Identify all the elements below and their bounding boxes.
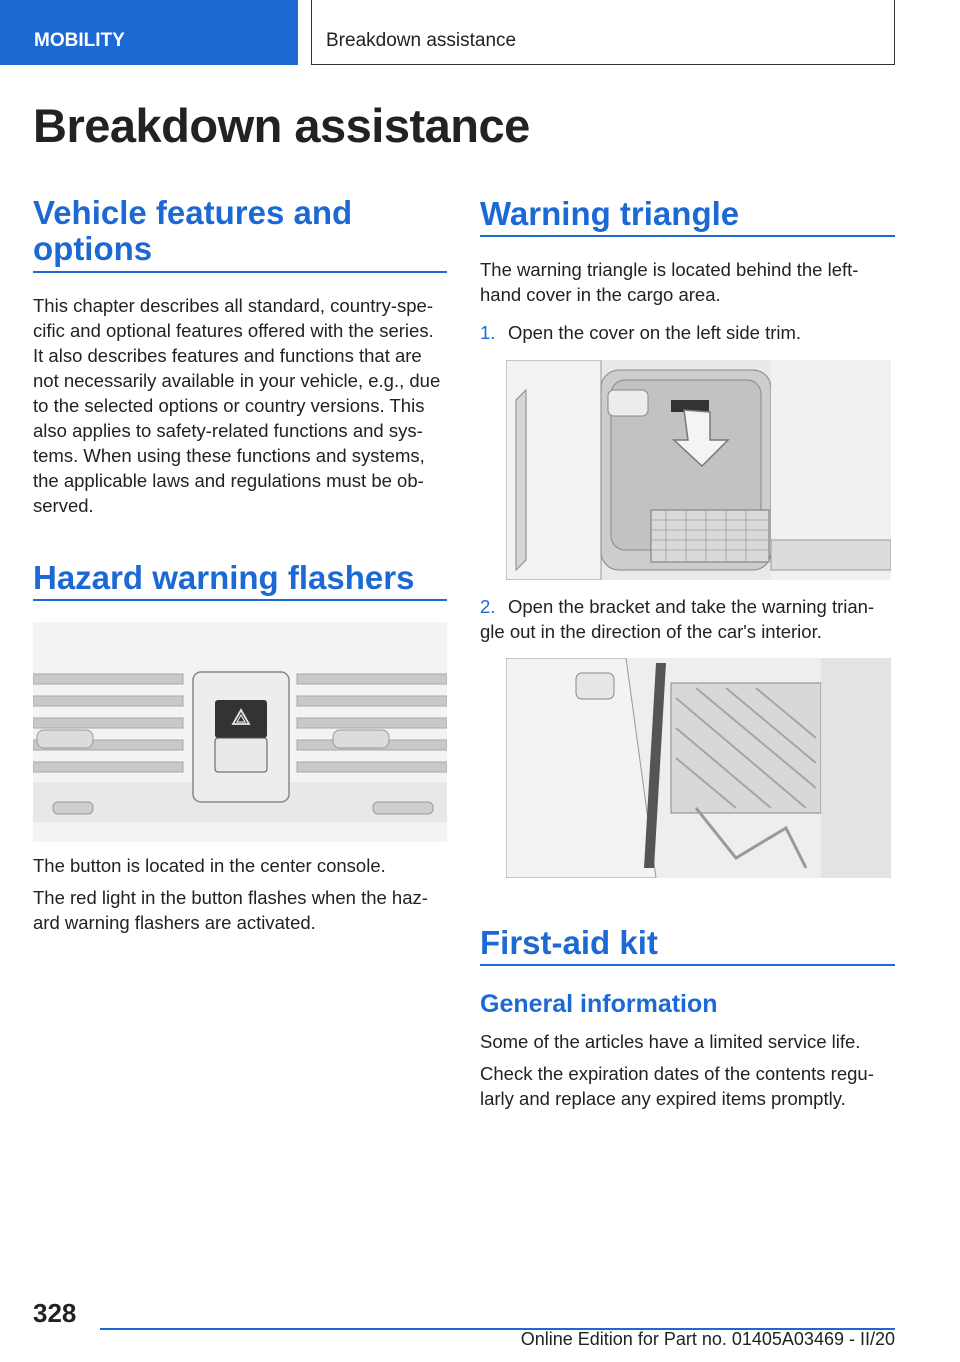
first-aid-p2: Check the expiration dates of the contents regu-larly and replace any expired items promptly. [480, 1063, 874, 1109]
first-aid-heading: First-aid kit [480, 924, 658, 961]
vehicle-features-heading-line1: Vehicle features and [33, 194, 353, 231]
heading-rule [480, 235, 895, 237]
vehicle-features-heading-line2: options [33, 230, 153, 267]
page-number: 328 [33, 1298, 77, 1328]
heading-rule [33, 599, 447, 601]
heading-rule [480, 964, 895, 966]
section-tab: MOBILITY [0, 0, 298, 65]
triangle-bracket-illustration [506, 658, 891, 878]
vehicle-features-body: This chapter describes all standard, country-spe-cific and optional features offered with the series. It also describes features and functions that are not necessarily available in your vehicle, e.g., due to the selected options or country versions. This also applies to safety-related functions and sys-tems. When using these functions and systems, the applicable laws and regulations must be ob-served. [33, 295, 441, 516]
step-2-number: 2. [480, 596, 496, 617]
step-2-text: Open the bracket and take the warning trian-gle out in the direction of the car's interior. [480, 596, 875, 642]
topic-tab: Breakdown assistance [311, 0, 895, 65]
cargo-cover-illustration [506, 360, 891, 580]
hazard-heading: Hazard warning flashers [33, 559, 415, 596]
hazard-p1: The button is located in the center console. [33, 855, 386, 876]
step-1 [480, 320, 890, 345]
hazard-button-illustration [33, 622, 447, 842]
warning-triangle-heading: Warning triangle [480, 195, 740, 232]
step-2 [480, 594, 890, 644]
warning-triangle-intro: The warning triangle is located behind the left-hand cover in the cargo area. [480, 259, 859, 305]
page-title: Breakdown assistance [33, 99, 530, 152]
general-information-heading: General information [480, 990, 718, 1018]
page-header [0, 0, 960, 66]
edition-text: Online Edition for Part no. 01405A03469 - II/20 [520, 1329, 895, 1349]
first-aid-p1: Some of the articles have a limited service life. [480, 1031, 861, 1052]
heading-rule [33, 271, 447, 273]
hazard-p2: The red light in the button flashes when the haz-ard warning flashers are activated. [33, 887, 428, 933]
step-1-text: Open the cover on the left side trim. [508, 322, 802, 343]
step-1-number: 1. [480, 322, 496, 343]
vehicle-features-heading [33, 195, 352, 267]
